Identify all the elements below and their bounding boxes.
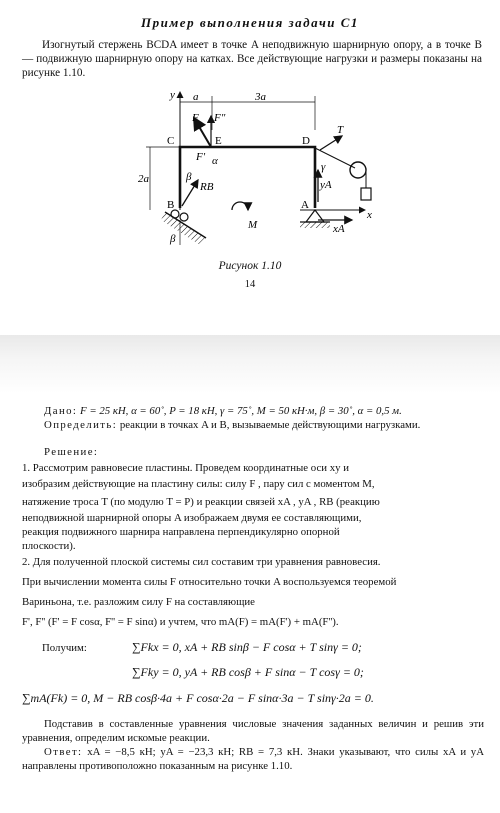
x-axis-label: x [367, 209, 372, 221]
equation-sum-fy: ∑Fky = 0, yA + RB cosβ + F sinα − T cosγ = 0; [132, 665, 364, 679]
reaction-rb-label: RB [200, 181, 214, 193]
dimension-2a: 2a [138, 173, 149, 185]
angle-beta-label: β [186, 171, 192, 183]
moment-m-arrow [232, 202, 248, 210]
angle-alpha-label: α [212, 155, 218, 167]
reaction-rb-arrow [182, 180, 198, 206]
solution-label: Решение: [44, 446, 99, 458]
given-values: F = 25 кН, α = 60˚, P = 18 кН, γ = 75˚, M = 50 кН·м, β = 30˚, α = 0,5 м. [80, 405, 402, 417]
point-c: C [167, 135, 175, 147]
figure-caption: Рисунок 1.10 [218, 260, 282, 272]
page-title: Пример выполнения задачи С1 [141, 15, 359, 30]
tension-t-label: T [337, 124, 344, 136]
step2-line4: F', F'' (F' = F cosα, F'' = F sinα) и учтем, что mA(F) = mA(F') + mA(F''). [22, 616, 339, 628]
find-text: реакции в точках A и B, вызываемые действующими нагрузками. [119, 419, 421, 431]
force-f2-label: F" [214, 112, 226, 124]
page-number: 14 [244, 279, 256, 290]
angle-beta-support: β [170, 233, 176, 245]
step2-line1: 2. Для полученной плоской системы сил составим три уравнения равновесия. [22, 556, 381, 568]
moment-m-label: M [248, 219, 258, 231]
substitute-paragraph: Подставив в составленные уравнения числовые значения заданных величин и решив эти уравнения, определим искомые реакции. [22, 718, 484, 744]
weight-p [361, 188, 371, 200]
dimension-a: a [193, 91, 199, 103]
given-line [22, 405, 484, 419]
angle-gamma-label: γ [321, 161, 326, 173]
step1-line3: натяжение троса T (по модулю T = P) и реакции связей xA , yA , RB (реакцию [22, 496, 380, 508]
answer-text: xA = −8,5 кН; yA = −23,3 кН; RB = 7,3 кН. Знаки указывают, что силы xA и yA направлены противоположно показанным на рисунке 1.10. [22, 746, 485, 772]
point-d: D [302, 135, 310, 147]
force-f1-label: F' [196, 151, 206, 163]
pulley [350, 162, 366, 178]
page-gap [0, 335, 500, 393]
y-axis-label: y [170, 90, 175, 101]
point-a: A [301, 199, 309, 211]
reaction-xa-label: xA [333, 223, 345, 235]
step2-line2: При вычислении момента силы F относительно точки A воспользуемся теоремой [22, 576, 397, 588]
intro-text: Изогнутый стержень BCDA имеет в точке A неподвижную шарнирную опору, а в точке B — подвижную шарнирную опору на катках. Все действующие нагрузки и размеры показаны на рисунке 1.10. [22, 39, 482, 79]
reaction-ya-label: yA [320, 179, 332, 191]
step1-line5: реакция подвижного шарнира направлена перпендикулярно опорной [22, 526, 340, 538]
step2-line3: Вариньона, т.е. разложим силу F на составляющие [22, 596, 255, 608]
step1-line6: плоскости). [22, 540, 76, 552]
equation-sum-moments: ∑mA(Fk) = 0, M − RB cosβ·4a + F cosα·2a − F sinα·3a − T sinγ·2a = 0. [22, 691, 374, 705]
textbook-page-14 [0, 0, 500, 335]
dimension-3a: 3a [255, 91, 266, 103]
step1-line1: 1. Рассмотрим равновесие пластины. Проведем координатные оси xy и [22, 462, 349, 474]
point-e: E [215, 135, 222, 147]
answer-label: Ответ: [44, 746, 83, 758]
intro-paragraph [22, 38, 482, 80]
force-f-label: F [192, 112, 199, 124]
equation-sum-fx: ∑Fkx = 0, xA + RB sinβ − F cosα + T sinγ = 0; [132, 640, 362, 654]
textbook-page-15 [0, 393, 500, 813]
given-label: Дано: [44, 405, 78, 417]
solution-heading [22, 446, 484, 460]
answer-paragraph [22, 746, 484, 773]
received-label: Получим: [42, 642, 87, 654]
tension-t-arrow [320, 136, 342, 150]
figure-1-10 [120, 90, 390, 255]
step1-line4: неподвижной шарнирной опоры A изображаем двумя ее составляющими, [22, 512, 362, 524]
find-line [22, 419, 484, 433]
find-label: Определить: [44, 419, 118, 431]
step1-line2: изобразим действующие на пластину силы: силу F , пару сил с моментом M, [22, 478, 375, 490]
point-b: B [167, 199, 175, 211]
